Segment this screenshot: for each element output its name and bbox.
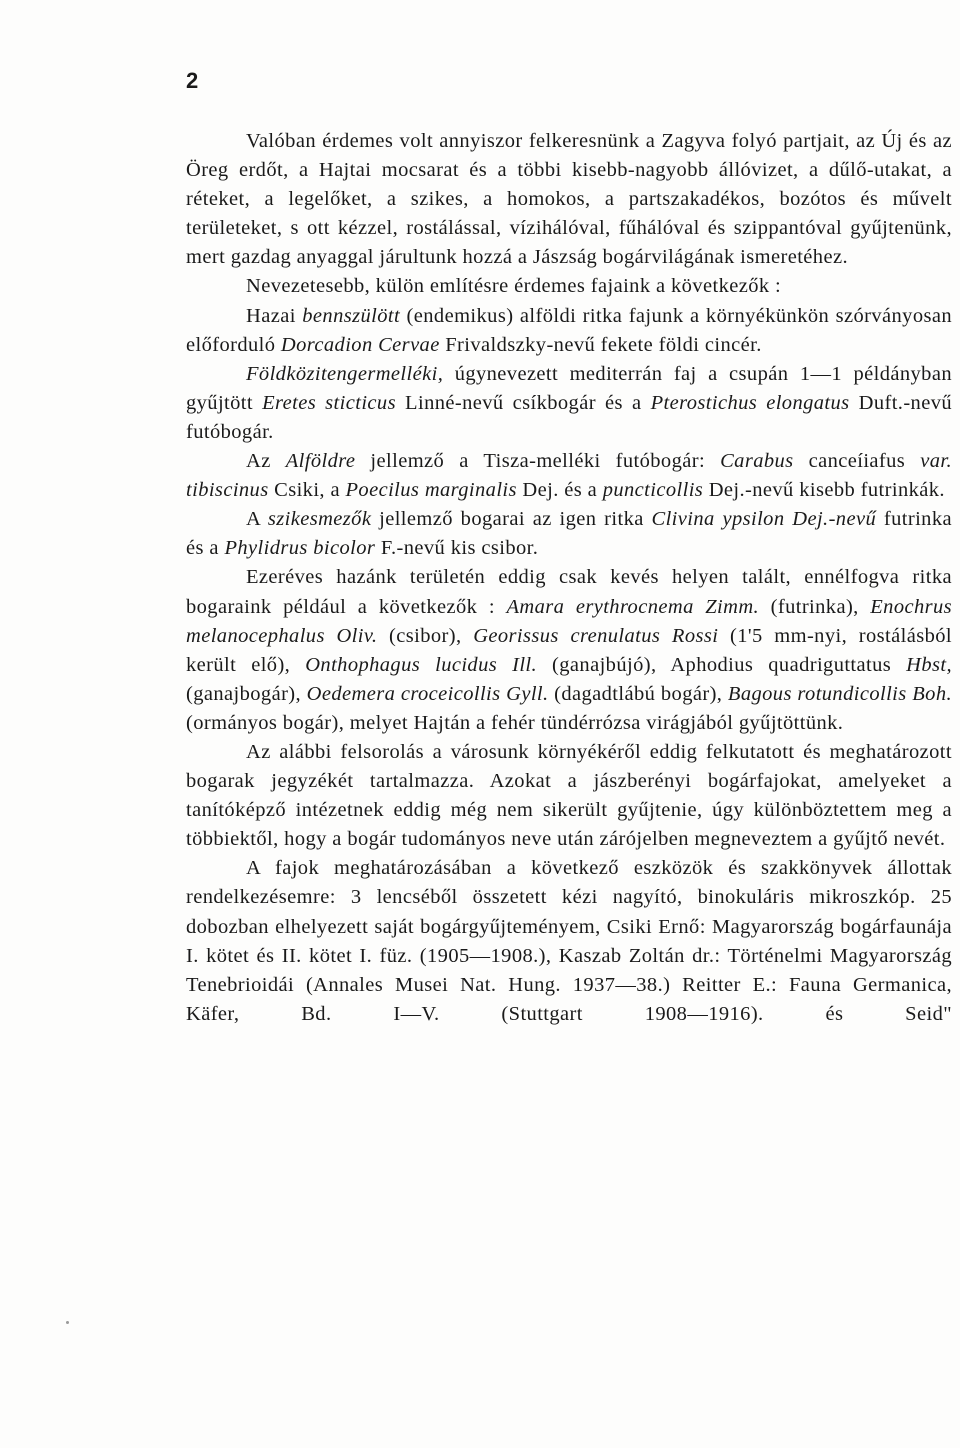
italic-text: Georissus crenulatus Rossi (473, 624, 719, 647)
text-run: (futrinka), (759, 595, 871, 618)
text-run: Linné-nevű csíkbogár és a (395, 391, 651, 414)
text-run: Csiki, a (268, 479, 346, 502)
text-run: úgynevezett mediterrán faj a csupán 1—1 példányban gyűjtött (186, 362, 952, 414)
italic-text: Onthophagus lucidus Ill. (305, 653, 538, 676)
text-run: Dej. és a (516, 479, 603, 502)
italic-text: szikesmezők (267, 508, 372, 531)
paragraph-6 (186, 505, 952, 563)
paragraph-7 (186, 563, 952, 738)
page-number: 2 (186, 68, 199, 93)
italic-text: Clivina ypsilon Dej.-nevű (651, 508, 877, 531)
italic-text: Bagous rotundicollis Boh. (727, 682, 952, 705)
text-run: Az alábbi felsorolás a városunk környékéről eddig felkutatott és meghatározott bogarak jegyzékét tartalmazza. Azokat a jászberényi bogárfajokat, amelyeket a tanítóképző intézetnek eddig még nem sikerült gyűjtenie, úgy különböztettem meg a többiektől, hogy a bogár tudományos neve után zárójelben megneveztem a gyűjtő nevét. (186, 740, 952, 851)
text-run: Valóban érdemes volt annyiszor felkeresnünk a Zagyva folyó partjait, az Új és az Öreg erdőt, a Hajtai mocsarat és a többi kisebb-nagyobb állóvizet, a dűlő-utakat, a réteket, a legelőket, a szikes, a homokos, a partszakadékos, bozótos és művelt területeket, s ott kézzel, rostálással, vízihálóval, fűhálóval és szippantóval gyűjtenünk, mert gazdag anyaggal járultunk hozzá a Jászság bogárvilágának ismeretéhez. (186, 130, 952, 269)
italic-text: var. tibiscinus (186, 450, 952, 502)
text-run: (1'5 mm-nyi, rostálásból került elő), (186, 624, 952, 676)
italic-text: Oedemera croceicollis Gyll. (306, 682, 549, 705)
paragraph-4 (186, 360, 952, 447)
italic-text: Poecilus marginalis (345, 479, 517, 502)
italic-text: Amara erythrocnema Zimm. (506, 595, 760, 618)
text-run: jellemző a Tisza-melléki futóbogár: (355, 450, 721, 473)
italic-text: Enochrus melanocephalus Oliv. (186, 595, 953, 647)
body-text (186, 127, 952, 1029)
italic-text: puncticollis (602, 479, 704, 502)
text-run: (csibor), (377, 624, 474, 647)
text-run: Hazai (246, 304, 303, 327)
paragraph-1 (186, 127, 952, 272)
text-run: (dagadtlábú bogár), (548, 682, 728, 705)
italic-text: bennszülött (302, 304, 401, 327)
text-run: Ezeréves hazánk területén eddig csak kevés helyen talált, ennélfogva ritka bogaraink például a következők : (186, 566, 952, 618)
text-run: futrinka és a (186, 508, 952, 560)
paragraph-2 (186, 272, 952, 301)
text-run: Nevezetesebb, külön említésre érdemes fajaink a következők : (246, 275, 782, 298)
italic-text: Phylidrus bicolor (224, 537, 376, 560)
scan-speck (66, 1321, 69, 1324)
text-run: A (246, 508, 268, 531)
text-run: Az (246, 450, 286, 473)
text-run: Duft.-nevű futóbogár. (186, 391, 952, 443)
text-run: jellemző bogarai az igen ritka (371, 508, 652, 531)
italic-text: Dorcadion Cervae (280, 333, 440, 356)
text-run: (endemikus) alföldi ritka fajunk a környékünkön szórványosan előforduló (186, 304, 952, 356)
paragraph-3 (186, 302, 952, 360)
text-run: canceíiafus (793, 450, 921, 473)
paragraph-8 (186, 738, 952, 854)
text-run: (ganajbogár), (186, 682, 307, 705)
italic-text: Hbst, (906, 653, 953, 676)
paragraph-9 (186, 854, 952, 1029)
italic-text: Pterostichus elongatus (650, 391, 850, 414)
italic-text: Alföldre (285, 450, 356, 473)
text-run: Dej.-nevű kisebb futrinkák. (703, 479, 945, 502)
text-run: A fajok meghatározásában a következő eszközök és szakkönyvek állottak rendelkezésemre: 3 lencséből összetett kézi nagyító, binokuláris mikroszkóp. 25 dobozban elhelyezett saját bogárgyűjteményem, Csiki Ernő: Magyarország bogárfaunája I. kötet és II. kötet I. füz. (1905—1908.), Kaszab Zoltán dr.: Történelmi Magyarország Tenebrioidái (Annales Musei Nat. Hung. 1937—38.) Reitter E.: Fauna Germanica, Käfer, Bd. I—V. (Stuttgart 1908—1916). és Seid" (186, 857, 952, 1025)
text-run: (ormányos bogár), melyet Hajtán a fehér tündérrózsa virágjából gyűjtöttünk. (186, 711, 844, 734)
text-run: (ganajbújó), Aphodius quadriguttatus (537, 653, 907, 676)
italic-text: Carabus (720, 450, 794, 473)
paragraph-5 (186, 447, 952, 505)
text-run: Frivaldszky-nevű fekete földi cincér. (439, 333, 762, 356)
italic-text: Eretes sticticus (262, 391, 396, 414)
text-run: F.-nevű kis csibor. (375, 537, 539, 560)
italic-text: Földközitengermelléki, (246, 362, 444, 385)
